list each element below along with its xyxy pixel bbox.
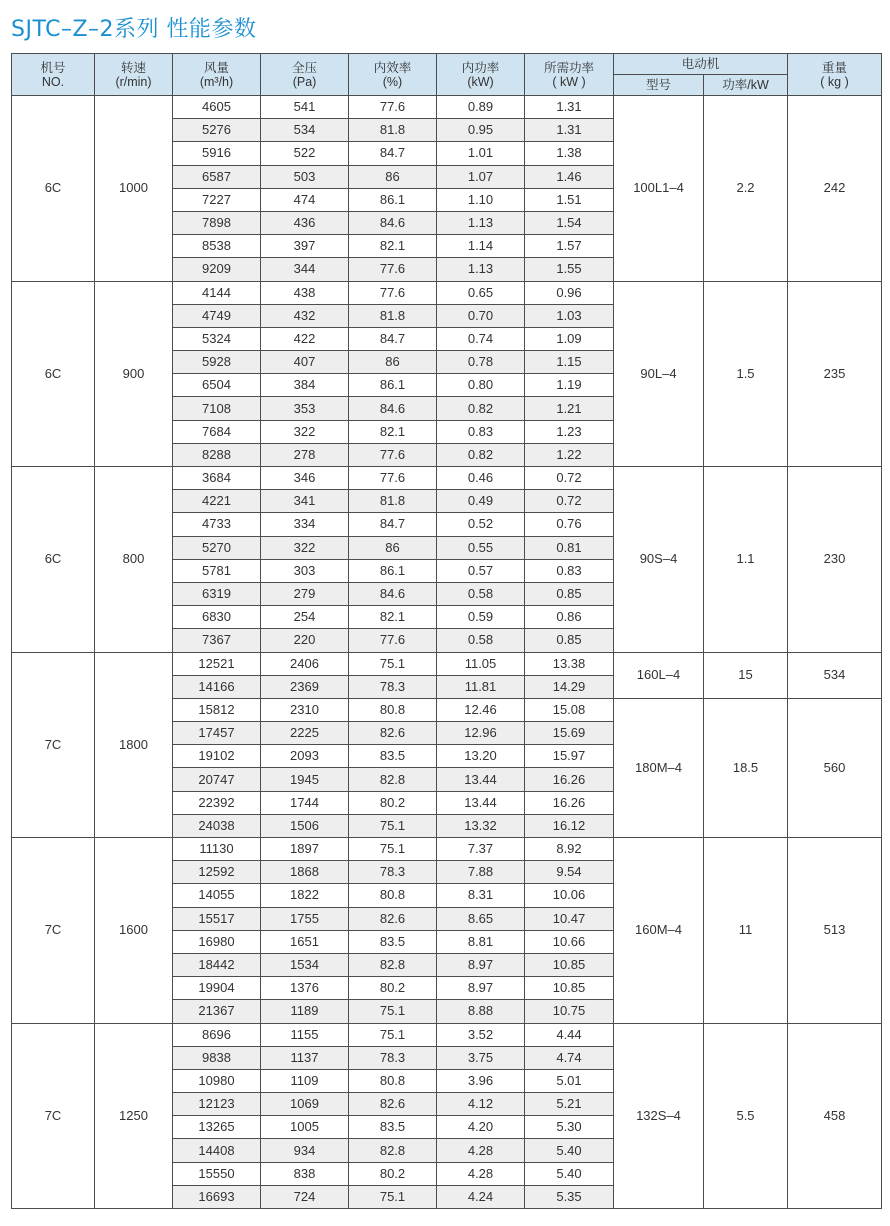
airflow-cell: 6830: [173, 606, 261, 629]
inner-power-cell: 8.31: [437, 884, 525, 907]
airflow-cell: 3684: [173, 467, 261, 490]
table-row: [12, 652, 882, 675]
header-model-no: 机号 NO.: [12, 54, 95, 96]
airflow-cell: 20747: [173, 768, 261, 791]
required-power-cell: 14.29: [525, 675, 614, 698]
pressure-cell: 1155: [261, 1023, 349, 1046]
airflow-cell: 7898: [173, 211, 261, 234]
pressure-cell: 346: [261, 467, 349, 490]
pressure-cell: 384: [261, 374, 349, 397]
required-power-cell: 5.01: [525, 1069, 614, 1092]
pressure-cell: 2225: [261, 722, 349, 745]
airflow-cell: 24038: [173, 814, 261, 837]
efficiency-cell: 83.5: [349, 930, 437, 953]
required-power-cell: 5.35: [525, 1185, 614, 1208]
pressure-cell: 334: [261, 513, 349, 536]
performance-table: [11, 53, 882, 1209]
motor-power-cell: 2.2: [704, 96, 788, 282]
airflow-cell: 9209: [173, 258, 261, 281]
motor-type-cell: 160L–4: [614, 652, 704, 698]
pressure-cell: 1069: [261, 1093, 349, 1116]
efficiency-cell: 82.8: [349, 953, 437, 976]
airflow-cell: 9838: [173, 1046, 261, 1069]
efficiency-cell: 75.1: [349, 1000, 437, 1023]
inner-power-cell: 0.80: [437, 374, 525, 397]
table-row: [12, 1023, 882, 1046]
page-title: SJTC–Z–2系列 性能参数: [11, 17, 257, 42]
model-no-cell: 7C: [12, 1023, 95, 1209]
model-no-cell: 6C: [12, 96, 95, 282]
pressure-cell: 2369: [261, 675, 349, 698]
airflow-cell: 14055: [173, 884, 261, 907]
required-power-cell: 1.57: [525, 235, 614, 258]
airflow-cell: 19102: [173, 745, 261, 768]
inner-power-cell: 8.81: [437, 930, 525, 953]
pressure-cell: 1137: [261, 1046, 349, 1069]
inner-power-cell: 13.44: [437, 768, 525, 791]
required-power-cell: 1.46: [525, 165, 614, 188]
pressure-cell: 344: [261, 258, 349, 281]
weight-cell: 513: [788, 838, 882, 1024]
required-power-cell: 4.74: [525, 1046, 614, 1069]
motor-type-cell: 132S–4: [614, 1023, 704, 1209]
required-power-cell: 0.72: [525, 467, 614, 490]
inner-power-cell: 0.83: [437, 420, 525, 443]
inner-power-cell: 13.20: [437, 745, 525, 768]
motor-power-cell: 15: [704, 652, 788, 698]
airflow-cell: 8696: [173, 1023, 261, 1046]
efficiency-cell: 75.1: [349, 652, 437, 675]
efficiency-cell: 80.2: [349, 791, 437, 814]
pressure-cell: 397: [261, 235, 349, 258]
airflow-cell: 6587: [173, 165, 261, 188]
motor-power-cell: 11: [704, 838, 788, 1024]
required-power-cell: 1.03: [525, 304, 614, 327]
inner-power-cell: 12.46: [437, 698, 525, 721]
efficiency-cell: 78.3: [349, 861, 437, 884]
header-motor-power: 功率/kW: [704, 75, 788, 96]
motor-power-cell: 1.5: [704, 281, 788, 467]
motor-type-cell: 160M–4: [614, 838, 704, 1024]
inner-power-cell: 1.13: [437, 211, 525, 234]
inner-power-cell: 0.74: [437, 327, 525, 350]
efficiency-cell: 77.6: [349, 281, 437, 304]
table-row: [12, 96, 882, 119]
required-power-cell: 5.40: [525, 1139, 614, 1162]
efficiency-cell: 86: [349, 165, 437, 188]
pressure-cell: 724: [261, 1185, 349, 1208]
inner-power-cell: 3.96: [437, 1069, 525, 1092]
pressure-cell: 279: [261, 582, 349, 605]
required-power-cell: 0.96: [525, 281, 614, 304]
pressure-cell: 838: [261, 1162, 349, 1185]
header-motor-type: 型号: [614, 75, 704, 96]
required-power-cell: 13.38: [525, 652, 614, 675]
inner-power-cell: 4.28: [437, 1162, 525, 1185]
pressure-cell: 220: [261, 629, 349, 652]
pressure-cell: 422: [261, 327, 349, 350]
table-row: [12, 467, 882, 490]
pressure-cell: 1534: [261, 953, 349, 976]
required-power-cell: 15.08: [525, 698, 614, 721]
motor-type-cell: 180M–4: [614, 698, 704, 837]
required-power-cell: 15.69: [525, 722, 614, 745]
pressure-cell: 254: [261, 606, 349, 629]
inner-power-cell: 0.52: [437, 513, 525, 536]
efficiency-cell: 75.1: [349, 814, 437, 837]
airflow-cell: 6504: [173, 374, 261, 397]
airflow-cell: 17457: [173, 722, 261, 745]
required-power-cell: 5.30: [525, 1116, 614, 1139]
airflow-cell: 19904: [173, 977, 261, 1000]
motor-power-cell: 1.1: [704, 467, 788, 653]
pressure-cell: 503: [261, 165, 349, 188]
airflow-cell: 7108: [173, 397, 261, 420]
inner-power-cell: 0.58: [437, 629, 525, 652]
weight-cell: 560: [788, 698, 882, 837]
efficiency-cell: 77.6: [349, 258, 437, 281]
pressure-cell: 1755: [261, 907, 349, 930]
motor-type-cell: 100L1–4: [614, 96, 704, 282]
pressure-cell: 1005: [261, 1116, 349, 1139]
inner-power-cell: 11.05: [437, 652, 525, 675]
required-power-cell: 4.44: [525, 1023, 614, 1046]
airflow-cell: 11130: [173, 838, 261, 861]
efficiency-cell: 84.7: [349, 142, 437, 165]
airflow-cell: 13265: [173, 1116, 261, 1139]
airflow-cell: 22392: [173, 791, 261, 814]
header-airflow: 风量 (m³/h): [173, 54, 261, 96]
inner-power-cell: 3.75: [437, 1046, 525, 1069]
required-power-cell: 15.97: [525, 745, 614, 768]
efficiency-cell: 77.6: [349, 443, 437, 466]
required-power-cell: 5.40: [525, 1162, 614, 1185]
airflow-cell: 15550: [173, 1162, 261, 1185]
pressure-cell: 541: [261, 96, 349, 119]
airflow-cell: 4144: [173, 281, 261, 304]
efficiency-cell: 84.6: [349, 211, 437, 234]
airflow-cell: 10980: [173, 1069, 261, 1092]
airflow-cell: 7684: [173, 420, 261, 443]
inner-power-cell: 0.70: [437, 304, 525, 327]
pressure-cell: 438: [261, 281, 349, 304]
efficiency-cell: 75.1: [349, 1185, 437, 1208]
efficiency-cell: 86.1: [349, 559, 437, 582]
required-power-cell: 1.38: [525, 142, 614, 165]
weight-cell: 242: [788, 96, 882, 282]
airflow-cell: 5916: [173, 142, 261, 165]
inner-power-cell: 0.57: [437, 559, 525, 582]
model-no-cell: 7C: [12, 652, 95, 838]
efficiency-cell: 80.2: [349, 977, 437, 1000]
inner-power-cell: 1.13: [437, 258, 525, 281]
airflow-cell: 6319: [173, 582, 261, 605]
airflow-cell: 5270: [173, 536, 261, 559]
motor-power-cell: 5.5: [704, 1023, 788, 1209]
pressure-cell: 436: [261, 211, 349, 234]
pressure-cell: 1868: [261, 861, 349, 884]
efficiency-cell: 84.6: [349, 397, 437, 420]
efficiency-cell: 81.8: [349, 304, 437, 327]
efficiency-cell: 82.1: [349, 420, 437, 443]
table-header: [12, 54, 882, 96]
airflow-cell: 21367: [173, 1000, 261, 1023]
pressure-cell: 341: [261, 490, 349, 513]
required-power-cell: 0.85: [525, 629, 614, 652]
required-power-cell: 0.85: [525, 582, 614, 605]
required-power-cell: 10.47: [525, 907, 614, 930]
required-power-cell: 0.72: [525, 490, 614, 513]
motor-type-cell: 90S–4: [614, 467, 704, 653]
inner-power-cell: 4.24: [437, 1185, 525, 1208]
efficiency-cell: 80.8: [349, 884, 437, 907]
efficiency-cell: 77.6: [349, 467, 437, 490]
required-power-cell: 1.31: [525, 96, 614, 119]
inner-power-cell: 4.20: [437, 1116, 525, 1139]
airflow-cell: 12592: [173, 861, 261, 884]
header-speed: 转速 (r/min): [95, 54, 173, 96]
required-power-cell: 5.21: [525, 1093, 614, 1116]
airflow-cell: 14408: [173, 1139, 261, 1162]
inner-power-cell: 1.10: [437, 188, 525, 211]
required-power-cell: 10.06: [525, 884, 614, 907]
efficiency-cell: 86: [349, 536, 437, 559]
pressure-cell: 2310: [261, 698, 349, 721]
airflow-cell: 5324: [173, 327, 261, 350]
airflow-cell: 12521: [173, 652, 261, 675]
inner-power-cell: 0.55: [437, 536, 525, 559]
pressure-cell: 353: [261, 397, 349, 420]
pressure-cell: 1651: [261, 930, 349, 953]
required-power-cell: 9.54: [525, 861, 614, 884]
pressure-cell: 474: [261, 188, 349, 211]
required-power-cell: 1.22: [525, 443, 614, 466]
required-power-cell: 1.55: [525, 258, 614, 281]
pressure-cell: 303: [261, 559, 349, 582]
required-power-cell: 0.83: [525, 559, 614, 582]
table-row: [12, 281, 882, 304]
inner-power-cell: 0.59: [437, 606, 525, 629]
pressure-cell: 278: [261, 443, 349, 466]
efficiency-cell: 81.8: [349, 119, 437, 142]
efficiency-cell: 82.6: [349, 1093, 437, 1116]
airflow-cell: 4605: [173, 96, 261, 119]
pressure-cell: 522: [261, 142, 349, 165]
header-weight: 重量 ( kg ): [788, 54, 882, 96]
pressure-cell: 1109: [261, 1069, 349, 1092]
airflow-cell: 4749: [173, 304, 261, 327]
airflow-cell: 12123: [173, 1093, 261, 1116]
header-required-power: 所需功率 ( kW ): [525, 54, 614, 96]
pressure-cell: 1822: [261, 884, 349, 907]
speed-cell: 1800: [95, 652, 173, 838]
inner-power-cell: 0.58: [437, 582, 525, 605]
airflow-cell: 8288: [173, 443, 261, 466]
airflow-cell: 4733: [173, 513, 261, 536]
inner-power-cell: 13.32: [437, 814, 525, 837]
pressure-cell: 2093: [261, 745, 349, 768]
inner-power-cell: 4.12: [437, 1093, 525, 1116]
pressure-cell: 1189: [261, 1000, 349, 1023]
required-power-cell: 1.31: [525, 119, 614, 142]
inner-power-cell: 7.88: [437, 861, 525, 884]
efficiency-cell: 82.1: [349, 235, 437, 258]
airflow-cell: 5928: [173, 351, 261, 374]
speed-cell: 800: [95, 467, 173, 653]
inner-power-cell: 0.46: [437, 467, 525, 490]
pressure-cell: 1897: [261, 838, 349, 861]
airflow-cell: 15517: [173, 907, 261, 930]
required-power-cell: 1.19: [525, 374, 614, 397]
efficiency-cell: 83.5: [349, 745, 437, 768]
required-power-cell: 10.85: [525, 953, 614, 976]
model-no-cell: 7C: [12, 838, 95, 1024]
efficiency-cell: 80.2: [349, 1162, 437, 1185]
airflow-cell: 14166: [173, 675, 261, 698]
efficiency-cell: 77.6: [349, 96, 437, 119]
airflow-cell: 18442: [173, 953, 261, 976]
inner-power-cell: 0.49: [437, 490, 525, 513]
efficiency-cell: 75.1: [349, 838, 437, 861]
inner-power-cell: 8.65: [437, 907, 525, 930]
header-inner-power: 内功率 (kW): [437, 54, 525, 96]
inner-power-cell: 8.97: [437, 977, 525, 1000]
efficiency-cell: 83.5: [349, 1116, 437, 1139]
pressure-cell: 407: [261, 351, 349, 374]
required-power-cell: 16.26: [525, 791, 614, 814]
required-power-cell: 16.12: [525, 814, 614, 837]
inner-power-cell: 8.97: [437, 953, 525, 976]
efficiency-cell: 84.7: [349, 513, 437, 536]
table-body: [12, 96, 882, 1209]
efficiency-cell: 78.3: [349, 675, 437, 698]
efficiency-cell: 82.6: [349, 907, 437, 930]
efficiency-cell: 77.6: [349, 629, 437, 652]
motor-type-cell: 90L–4: [614, 281, 704, 467]
efficiency-cell: 84.7: [349, 327, 437, 350]
pressure-cell: 934: [261, 1139, 349, 1162]
speed-cell: 900: [95, 281, 173, 467]
pressure-cell: 1744: [261, 791, 349, 814]
inner-power-cell: 1.07: [437, 165, 525, 188]
required-power-cell: 1.15: [525, 351, 614, 374]
efficiency-cell: 86.1: [349, 188, 437, 211]
pressure-cell: 534: [261, 119, 349, 142]
pressure-cell: 2406: [261, 652, 349, 675]
inner-power-cell: 0.65: [437, 281, 525, 304]
speed-cell: 1250: [95, 1023, 173, 1209]
efficiency-cell: 82.8: [349, 1139, 437, 1162]
inner-power-cell: 0.82: [437, 443, 525, 466]
speed-cell: 1600: [95, 838, 173, 1024]
required-power-cell: 0.81: [525, 536, 614, 559]
inner-power-cell: 7.37: [437, 838, 525, 861]
pressure-cell: 322: [261, 536, 349, 559]
inner-power-cell: 8.88: [437, 1000, 525, 1023]
inner-power-cell: 1.01: [437, 142, 525, 165]
required-power-cell: 10.66: [525, 930, 614, 953]
efficiency-cell: 86.1: [349, 374, 437, 397]
inner-power-cell: 0.95: [437, 119, 525, 142]
airflow-cell: 4221: [173, 490, 261, 513]
inner-power-cell: 3.52: [437, 1023, 525, 1046]
efficiency-cell: 84.6: [349, 582, 437, 605]
inner-power-cell: 1.14: [437, 235, 525, 258]
airflow-cell: 16980: [173, 930, 261, 953]
required-power-cell: 1.09: [525, 327, 614, 350]
efficiency-cell: 82.6: [349, 722, 437, 745]
required-power-cell: 0.76: [525, 513, 614, 536]
airflow-cell: 16693: [173, 1185, 261, 1208]
motor-power-cell: 18.5: [704, 698, 788, 837]
inner-power-cell: 11.81: [437, 675, 525, 698]
weight-cell: 235: [788, 281, 882, 467]
efficiency-cell: 82.8: [349, 768, 437, 791]
required-power-cell: 10.75: [525, 1000, 614, 1023]
required-power-cell: 10.85: [525, 977, 614, 1000]
airflow-cell: 7227: [173, 188, 261, 211]
inner-power-cell: 13.44: [437, 791, 525, 814]
airflow-cell: 15812: [173, 698, 261, 721]
airflow-cell: 5276: [173, 119, 261, 142]
efficiency-cell: 86: [349, 351, 437, 374]
airflow-cell: 8538: [173, 235, 261, 258]
efficiency-cell: 81.8: [349, 490, 437, 513]
required-power-cell: 1.21: [525, 397, 614, 420]
required-power-cell: 0.86: [525, 606, 614, 629]
efficiency-cell: 82.1: [349, 606, 437, 629]
required-power-cell: 1.54: [525, 211, 614, 234]
pressure-cell: 1506: [261, 814, 349, 837]
header-pressure: 全压 (Pa): [261, 54, 349, 96]
efficiency-cell: 80.8: [349, 1069, 437, 1092]
model-no-cell: 6C: [12, 467, 95, 653]
airflow-cell: 7367: [173, 629, 261, 652]
efficiency-cell: 75.1: [349, 1023, 437, 1046]
inner-power-cell: 4.28: [437, 1139, 525, 1162]
pressure-cell: 1376: [261, 977, 349, 1000]
pressure-cell: 432: [261, 304, 349, 327]
required-power-cell: 8.92: [525, 838, 614, 861]
table-row: [12, 838, 882, 861]
airflow-cell: 5781: [173, 559, 261, 582]
model-no-cell: 6C: [12, 281, 95, 467]
inner-power-cell: 0.82: [437, 397, 525, 420]
efficiency-cell: 80.8: [349, 698, 437, 721]
required-power-cell: 16.26: [525, 768, 614, 791]
efficiency-cell: 78.3: [349, 1046, 437, 1069]
inner-power-cell: 12.96: [437, 722, 525, 745]
required-power-cell: 1.51: [525, 188, 614, 211]
pressure-cell: 322: [261, 420, 349, 443]
pressure-cell: 1945: [261, 768, 349, 791]
header-efficiency: 内效率 (%): [349, 54, 437, 96]
inner-power-cell: 0.89: [437, 96, 525, 119]
required-power-cell: 1.23: [525, 420, 614, 443]
weight-cell: 534: [788, 652, 882, 698]
weight-cell: 230: [788, 467, 882, 653]
inner-power-cell: 0.78: [437, 351, 525, 374]
header-motor: 电动机: [614, 54, 788, 75]
weight-cell: 458: [788, 1023, 882, 1209]
speed-cell: 1000: [95, 96, 173, 282]
